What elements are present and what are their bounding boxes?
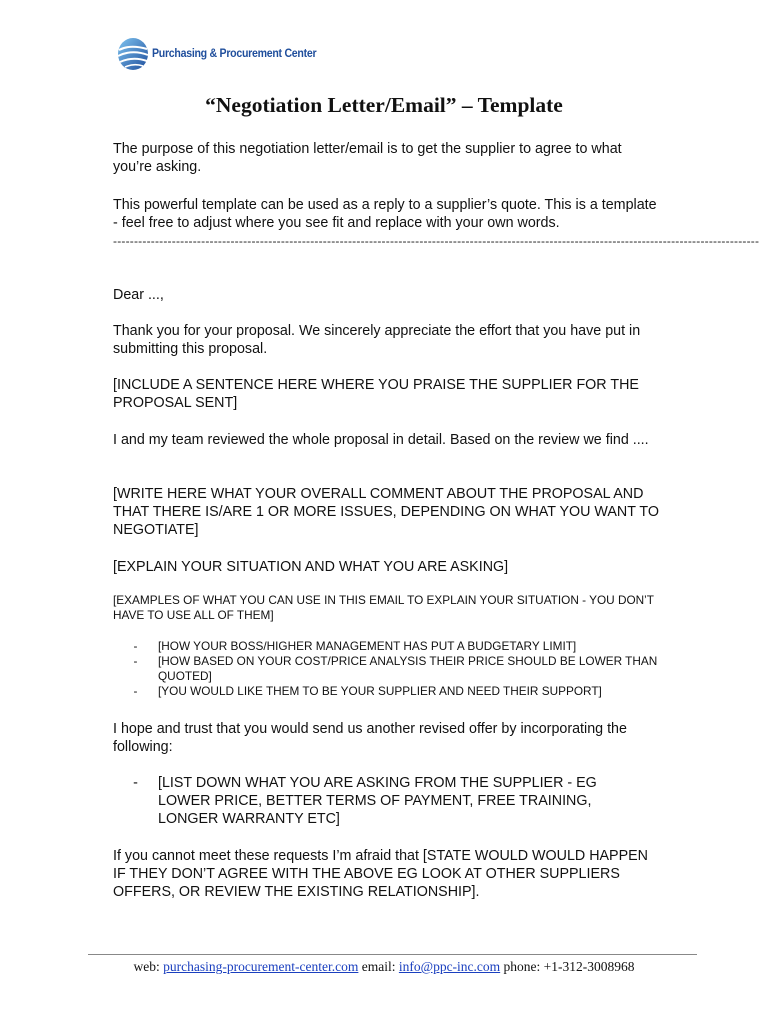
list-item — [113, 774, 633, 828]
intro-paragraph-usage: This powerful template can be used as a reply to a supplier’s quote. This is a template - feel free to adjust where you see fit and replace with your own words. — [113, 197, 657, 231]
list-item-text: [YOU WOULD LIKE THEM TO BE YOUR SUPPLIER AND NEED THEIR SUPPORT] — [158, 684, 602, 698]
paragraph-overall-comment: [WRITE HERE WHAT YOUR OVERALL COMMENT ABOUT THE PROPOSAL AND THAT THERE IS/ARE 1 OR MORE ISSUES, DEPENDING ON WHAT YOU WANT TO NEGOTIATE] — [113, 486, 660, 538]
page-title: “Negotiation Letter/Email” – Template — [205, 93, 563, 117]
footer-web-label: web: — [133, 959, 164, 974]
paragraph-praise: [INCLUDE A SENTENCE HERE WHERE YOU PRAISE THE SUPPLIER FOR THE PROPOSAL SENT] — [113, 377, 639, 411]
list-item-text: [HOW BASED ON YOUR COST/PRICE ANALYSIS THEIR PRICE SHOULD BE LOWER THAN QUOTED] — [158, 654, 658, 683]
footer-phone-label: phone: — [500, 959, 544, 974]
website-link[interactable]: purchasing-procurement-center.com — [163, 959, 359, 974]
examples-list — [113, 639, 673, 699]
separator-line: ---------------------------------------------------------------------------------------------------------------------------------------------------------- — [113, 234, 760, 248]
list-item — [113, 639, 673, 654]
brand-logo — [116, 36, 331, 72]
list-item-text: [HOW YOUR BOSS/HIGHER MANAGEMENT HAS PUT A BUDGETARY LIMIT] — [158, 639, 577, 653]
intro-paragraph-purpose: The purpose of this negotiation letter/email is to get the supplier to agree to what you’re asking. — [113, 141, 622, 175]
paragraph-review: I and my team reviewed the whole proposal in detail. Based on the review we find .... — [113, 432, 649, 448]
list-item — [113, 654, 673, 684]
bullet-dash: - — [133, 654, 138, 668]
paragraph-examples-intro: [EXAMPLES OF WHAT YOU CAN USE IN THIS EMAIL TO EXPLAIN YOUR SITUATION - YOU DON’T HAVE TO USE ALL OF THEM] — [113, 593, 654, 622]
paragraph-explain: [EXPLAIN YOUR SITUATION AND WHAT YOU ARE ASKING] — [113, 559, 509, 575]
paragraph-thanks: Thank you for your proposal. We sincerely appreciate the effort that you have put in submitting this proposal. — [113, 323, 641, 357]
paragraph-consequence: If you cannot meet these requests I’m afraid that [STATE WOULD WOULD HAPPEN IF THEY DON’T AGREE WITH THE ABOVE EG LOOK AT OTHER SUPPLIERS OFFERS, OR REVIEW THE EXISTING RELATIONSHIP]. — [113, 848, 648, 900]
bullet-dash: - — [133, 684, 138, 698]
salutation: Dear ..., — [113, 287, 164, 303]
bullet-dash: - — [133, 775, 138, 791]
footer-email-label: email: — [358, 959, 399, 974]
bullet-dash: - — [133, 639, 138, 653]
footer-divider — [88, 954, 697, 955]
phone-number: +1-312-3008968 — [543, 959, 635, 974]
footer — [0, 959, 768, 975]
email-link[interactable]: info@ppc-inc.com — [398, 959, 501, 974]
paragraph-hope: I hope and trust that you would send us another revised offer by incorporating the following: — [113, 721, 627, 755]
list-item — [113, 684, 673, 699]
asks-list — [113, 774, 633, 828]
globe-swirl-icon — [116, 36, 150, 72]
brand-name: Purchasing & Procurement Center — [152, 48, 317, 60]
list-item-text: [LIST DOWN WHAT YOU ARE ASKING FROM THE SUPPLIER - EG LOWER PRICE, BETTER TERMS OF PAYMENT, FREE TRAINING, LONGER WARRANTY ETC] — [158, 775, 597, 827]
